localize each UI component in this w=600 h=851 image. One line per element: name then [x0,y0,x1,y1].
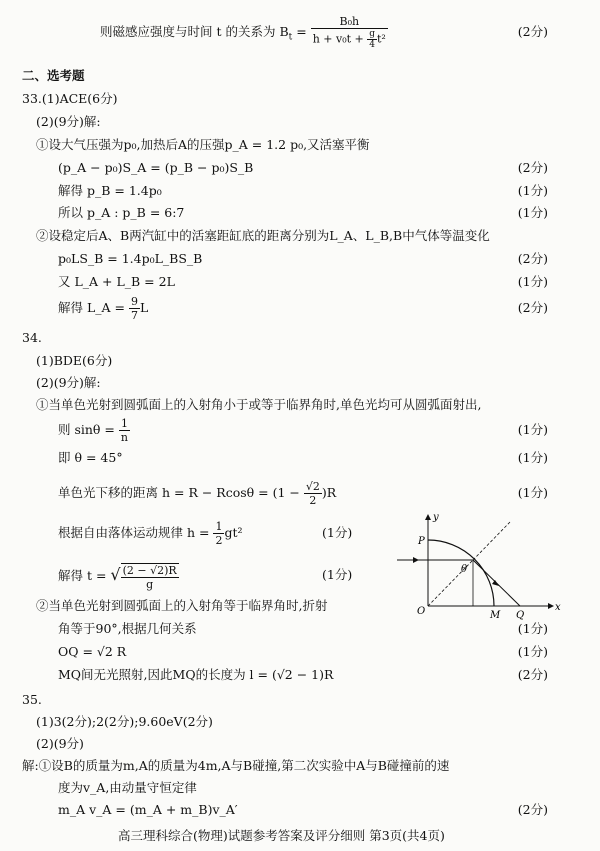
q33-line2: (2)(9分)解: [36,114,101,129]
q35-line3: 解:①设B的质量为m,A的质量为4m,A与B碰撞,第二次实验中A与B碰撞前的速 [22,758,450,773]
page-footer: 高三理科综合(物理)试题参考答案及评分细则 第3页(共4页) [118,828,445,843]
top-sub: t [288,32,293,43]
label-Q: Q [516,610,525,621]
q33-line9: 又 L_A + L_B = 2L (1分) [58,274,548,289]
q34-line1: (1)BDE(6分) [36,353,113,368]
top-den-frac-n: g [369,29,376,39]
label-x: x [555,602,561,613]
top-eq: = [292,24,311,39]
q35-line5: m_A v_A = (m_A + m_B)v_A′ (2分) [58,802,548,817]
top-formula-line [0,14,600,50]
q34-line10: 角等于90°,根据几何关系 (1分) [58,621,548,636]
label-P: P [418,536,425,547]
q33-line10: 解得 L_A = $\frac{9}{7}$ L (2分) [58,295,548,322]
q34-line4: 则 sinθ = $\frac{1}{n}$ (1分) [58,417,548,444]
label-theta: θ [461,564,468,575]
label-M: M [490,610,501,621]
q34-line9: ②当单色光射到圆弧面上的入射角等于临界角时,折射 [36,598,328,613]
q34-line3: ①当单色光射到圆弧面上的入射角小于或等于临界角时,单色光均可从圆弧面射出, [36,397,482,412]
refracted-arrow [492,580,499,586]
optics-diagram [395,510,575,630]
q34-line0: 34. [22,330,42,345]
q35-line2: (2)(9分) [36,736,84,751]
q33-line6: 所以 p_A : p_B = 6:7 (1分) [58,205,548,220]
q34-line12: MQ间无光照射,因此MQ的长度为 l = (√2 − 1)R (2分) [58,667,548,682]
top-fraction [311,15,388,50]
q33-line7: ②设稳定后A、B两汽缸中的活塞距缸底的距离分别为L_A、L_B,B中气体等温变化 [36,228,490,243]
ray-arrow [413,557,419,563]
q33-line1: 33.(1)ACE(6分) [22,91,118,106]
q33-line5: 解得 p_B = 1.4p₀ (1分) [58,183,548,198]
top-score: (2分) [517,24,548,39]
q34-line2: (2)(9分)解: [36,375,101,390]
top-den-frac-d: 4 [369,40,375,50]
q34-line7: 根据自由落体运动规律 h = $\frac{1}{2}$ gt² (1分) [58,520,353,547]
q33-line4: (p_A − p₀)S_A = (p_B − p₀)S_B (2分) [58,160,548,175]
top-text: 则磁感应强度与时间 t 的关系为 B [100,24,289,39]
normal-line [473,522,510,560]
top-numerator: B₀h [311,15,388,29]
top-den-tail: t² [377,32,386,46]
q34-line5: 即 θ = 45° (1分) [58,450,548,465]
top-denominator [311,29,388,50]
section-heading: 二、选考题 [22,68,85,83]
q34-line8: 解得 t = √ $\frac{(2 - √2)R}{g}$ (1分) [58,563,353,591]
q33-line3: ①设大气压强为p₀,加热后A的压强p_A = 1.2 p₀,又活塞平衡 [36,137,370,152]
q35-line4: 度为v_A,由动量守恒定律 [58,780,197,795]
top-den-text: h + v₀t + [312,32,368,46]
q34-line6: 单色光下移的距离 h = R − Rcosθ = (1 − $\frac{√2}{2}$ )R (1分) [58,480,548,507]
q33-line8: p₀LS_B = 1.4p₀L_BS_B (2分) [58,251,548,266]
label-O: O [417,606,426,617]
q35-line0: 35. [22,692,42,707]
q34-line11: OQ = √2 R (1分) [58,644,548,659]
label-y: y [433,512,439,523]
q35-line1: (1)3(2分);2(2分);9.60eV(2分) [36,714,213,729]
